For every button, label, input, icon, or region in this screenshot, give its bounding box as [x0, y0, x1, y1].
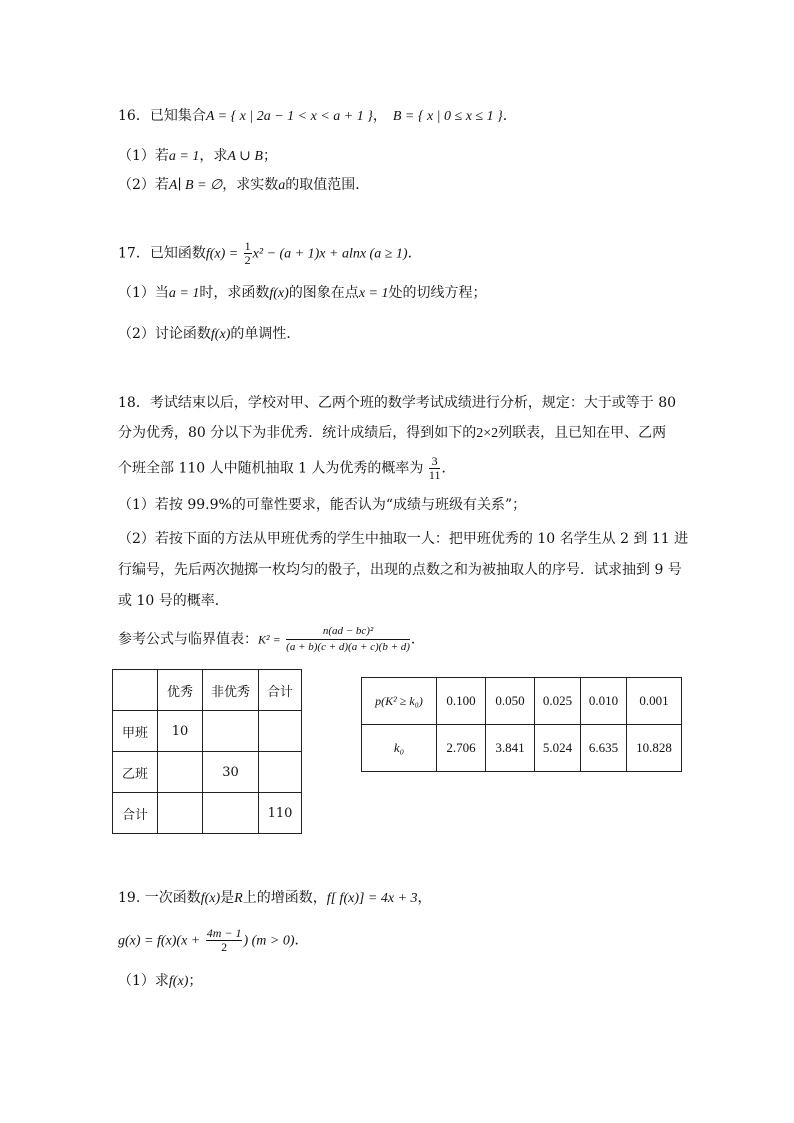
- table-cell: 0.010: [581, 678, 627, 725]
- set-b: B = { x | 0 ≤ x ≤ 1 }: [392, 109, 503, 124]
- text: 是: [220, 890, 235, 906]
- function: f(x): [200, 891, 221, 906]
- table-cell: 0.001: [627, 678, 682, 725]
- text: ，求: [199, 148, 228, 164]
- function-lhs: f(x) =: [205, 246, 239, 262]
- row-label: 甲班: [113, 711, 158, 752]
- table-cell: 0.025: [535, 678, 581, 725]
- set-a: A = { x | 2a − 1 < x < a + 1 }: [205, 109, 373, 124]
- critical-value-table: [361, 677, 682, 772]
- header-cell: [113, 670, 158, 711]
- chi-square-fraction: [286, 624, 410, 655]
- union-expr: A ∪ B: [227, 149, 263, 164]
- composition-equation: f[ f(x)] = 4x + 3: [326, 891, 418, 906]
- q18-line2: [118, 423, 666, 444]
- table-cell: [158, 793, 203, 834]
- table-cell: [158, 752, 203, 793]
- text: 的单调性．: [230, 326, 301, 342]
- part-label: （2）讨论函数: [118, 326, 211, 342]
- row-label: 乙班: [113, 752, 158, 793]
- denominator: (a + b)(c + d)(a + c)(b + d): [286, 641, 410, 653]
- numerator: n(ad − bc)²: [286, 624, 410, 640]
- table-cell: 2.706: [437, 725, 486, 772]
- table-row: [362, 678, 682, 725]
- q19-statement: [118, 888, 432, 909]
- denominator: 11: [428, 468, 441, 482]
- table-cell: 6.635: [581, 725, 627, 772]
- real-set: R: [234, 891, 243, 906]
- q19-part1: [118, 971, 202, 992]
- table-header-row: [113, 670, 302, 711]
- q18-line1: 18．考试结束以后，学校对甲、乙两个班的数学考试成绩进行分析，规定：大于或等于 80: [118, 395, 677, 411]
- row-label: 合计: [113, 793, 158, 834]
- table-row: [113, 711, 302, 752]
- condition: a = 1: [168, 286, 200, 301]
- probability-fraction: [429, 455, 441, 482]
- denominator: 2: [244, 253, 251, 267]
- table-cell: 0.050: [486, 678, 535, 725]
- header-cell: 合计: [259, 670, 302, 711]
- text: 列联表，且已知在甲、乙两: [498, 425, 667, 441]
- function: f(x): [168, 974, 189, 989]
- q17-part1: [118, 283, 486, 304]
- separator: ，: [372, 108, 387, 124]
- numerator: 4m − 1: [206, 926, 242, 940]
- q18-part1: （1）若按 99.9%的可靠性要求，能否认为“成绩与班级有关系”；: [118, 497, 527, 513]
- half-fraction: [244, 240, 252, 267]
- point: x = 1: [358, 286, 389, 301]
- text: ，求实数: [222, 177, 279, 193]
- table-cell: [203, 793, 259, 834]
- numerator: 1: [244, 239, 251, 253]
- numerator: 3: [429, 455, 441, 469]
- q16-prefix: 16．已知集合: [118, 108, 206, 124]
- q19-g-definition: [118, 927, 309, 954]
- table-row: [362, 725, 682, 772]
- q19-prefix: 19. 一次函数: [118, 890, 201, 906]
- q18-formula: [118, 624, 425, 655]
- q16-statement: [118, 106, 517, 127]
- table-cell: 0.100: [437, 678, 486, 725]
- part-label: （1）当: [118, 285, 169, 301]
- table-cell: 3.841: [486, 725, 535, 772]
- text: ；: [262, 148, 277, 164]
- table-row: [113, 793, 302, 834]
- period: ．: [441, 460, 456, 477]
- row-label: p(K² ≥ k₀): [362, 678, 437, 725]
- q17-prefix: 17．已知函数: [118, 245, 206, 262]
- g-lhs: g(x) = f(x)(x +: [118, 933, 201, 949]
- part-label: （1）求: [118, 973, 169, 989]
- text: ，: [417, 890, 432, 906]
- text: 的取值范围．: [285, 177, 370, 193]
- table-cell: 5.024: [535, 725, 581, 772]
- part-label: （1）若: [118, 148, 169, 164]
- table-size: 2×2: [476, 426, 499, 441]
- period: ．: [294, 932, 309, 949]
- header-cell: 非优秀: [203, 670, 259, 711]
- period: ．: [410, 631, 425, 648]
- q18-part2-line3: 或 10 号的概率．: [118, 593, 229, 609]
- text: 处的切线方程；: [388, 285, 487, 301]
- period: ．: [407, 245, 422, 262]
- q18-line3: [118, 455, 455, 482]
- q17-part2: [118, 324, 300, 345]
- table-cell: 30: [203, 752, 259, 793]
- row-label: k₀: [362, 725, 437, 772]
- text: 分为优秀，80 分以下为非优秀．统计成绩后，得到如下的: [118, 425, 477, 441]
- table-cell: 10: [158, 711, 203, 752]
- variable: a: [278, 178, 286, 193]
- period: ．: [502, 108, 517, 124]
- q18-part2-line2: 行编号，先后两次抛掷一枚均匀的骰子，出现的点数之和为被抽取人的序号．试求抽到 9 号: [118, 562, 682, 578]
- function: f(x): [269, 286, 289, 301]
- g-rhs: ) (m > 0): [243, 933, 295, 949]
- condition: a = 1: [168, 149, 200, 164]
- text: 上的增函数，: [242, 890, 327, 906]
- formula-label: 参考公式与临界值表：: [118, 631, 258, 648]
- table-cell: [203, 711, 259, 752]
- q16-part1: [118, 146, 277, 167]
- function-rhs: x² − (a + 1)x + alnx (a ≥ 1): [252, 246, 408, 262]
- q17-statement: [118, 240, 422, 267]
- table-cell: 10.828: [627, 725, 682, 772]
- q16-part2: [118, 175, 369, 196]
- table-cell: [259, 711, 302, 752]
- intersection-expr: A∣ B = ∅: [168, 178, 223, 193]
- g-fraction: [206, 927, 243, 954]
- contingency-table: [112, 669, 302, 834]
- denominator: 2: [221, 940, 228, 954]
- part-label: （2）若: [118, 177, 169, 193]
- header-cell: 优秀: [158, 670, 203, 711]
- table-cell: 110: [259, 793, 302, 834]
- formula-lhs: K² =: [258, 632, 281, 647]
- q18-part2-line1: （2）若按下面的方法从甲班优秀的学生中抽取一人：把甲班优秀的 10 名学生从 2 到 11 进: [118, 531, 689, 547]
- text: 时，求函数: [199, 285, 270, 301]
- function: f(x): [210, 327, 231, 342]
- table-cell: [259, 752, 302, 793]
- text: ；: [188, 973, 203, 989]
- text: 个班全部 110 人中随机抽取 1 人为优秀的概率为: [118, 460, 424, 477]
- table-row: [113, 752, 302, 793]
- text: 的图象在点: [288, 285, 359, 301]
